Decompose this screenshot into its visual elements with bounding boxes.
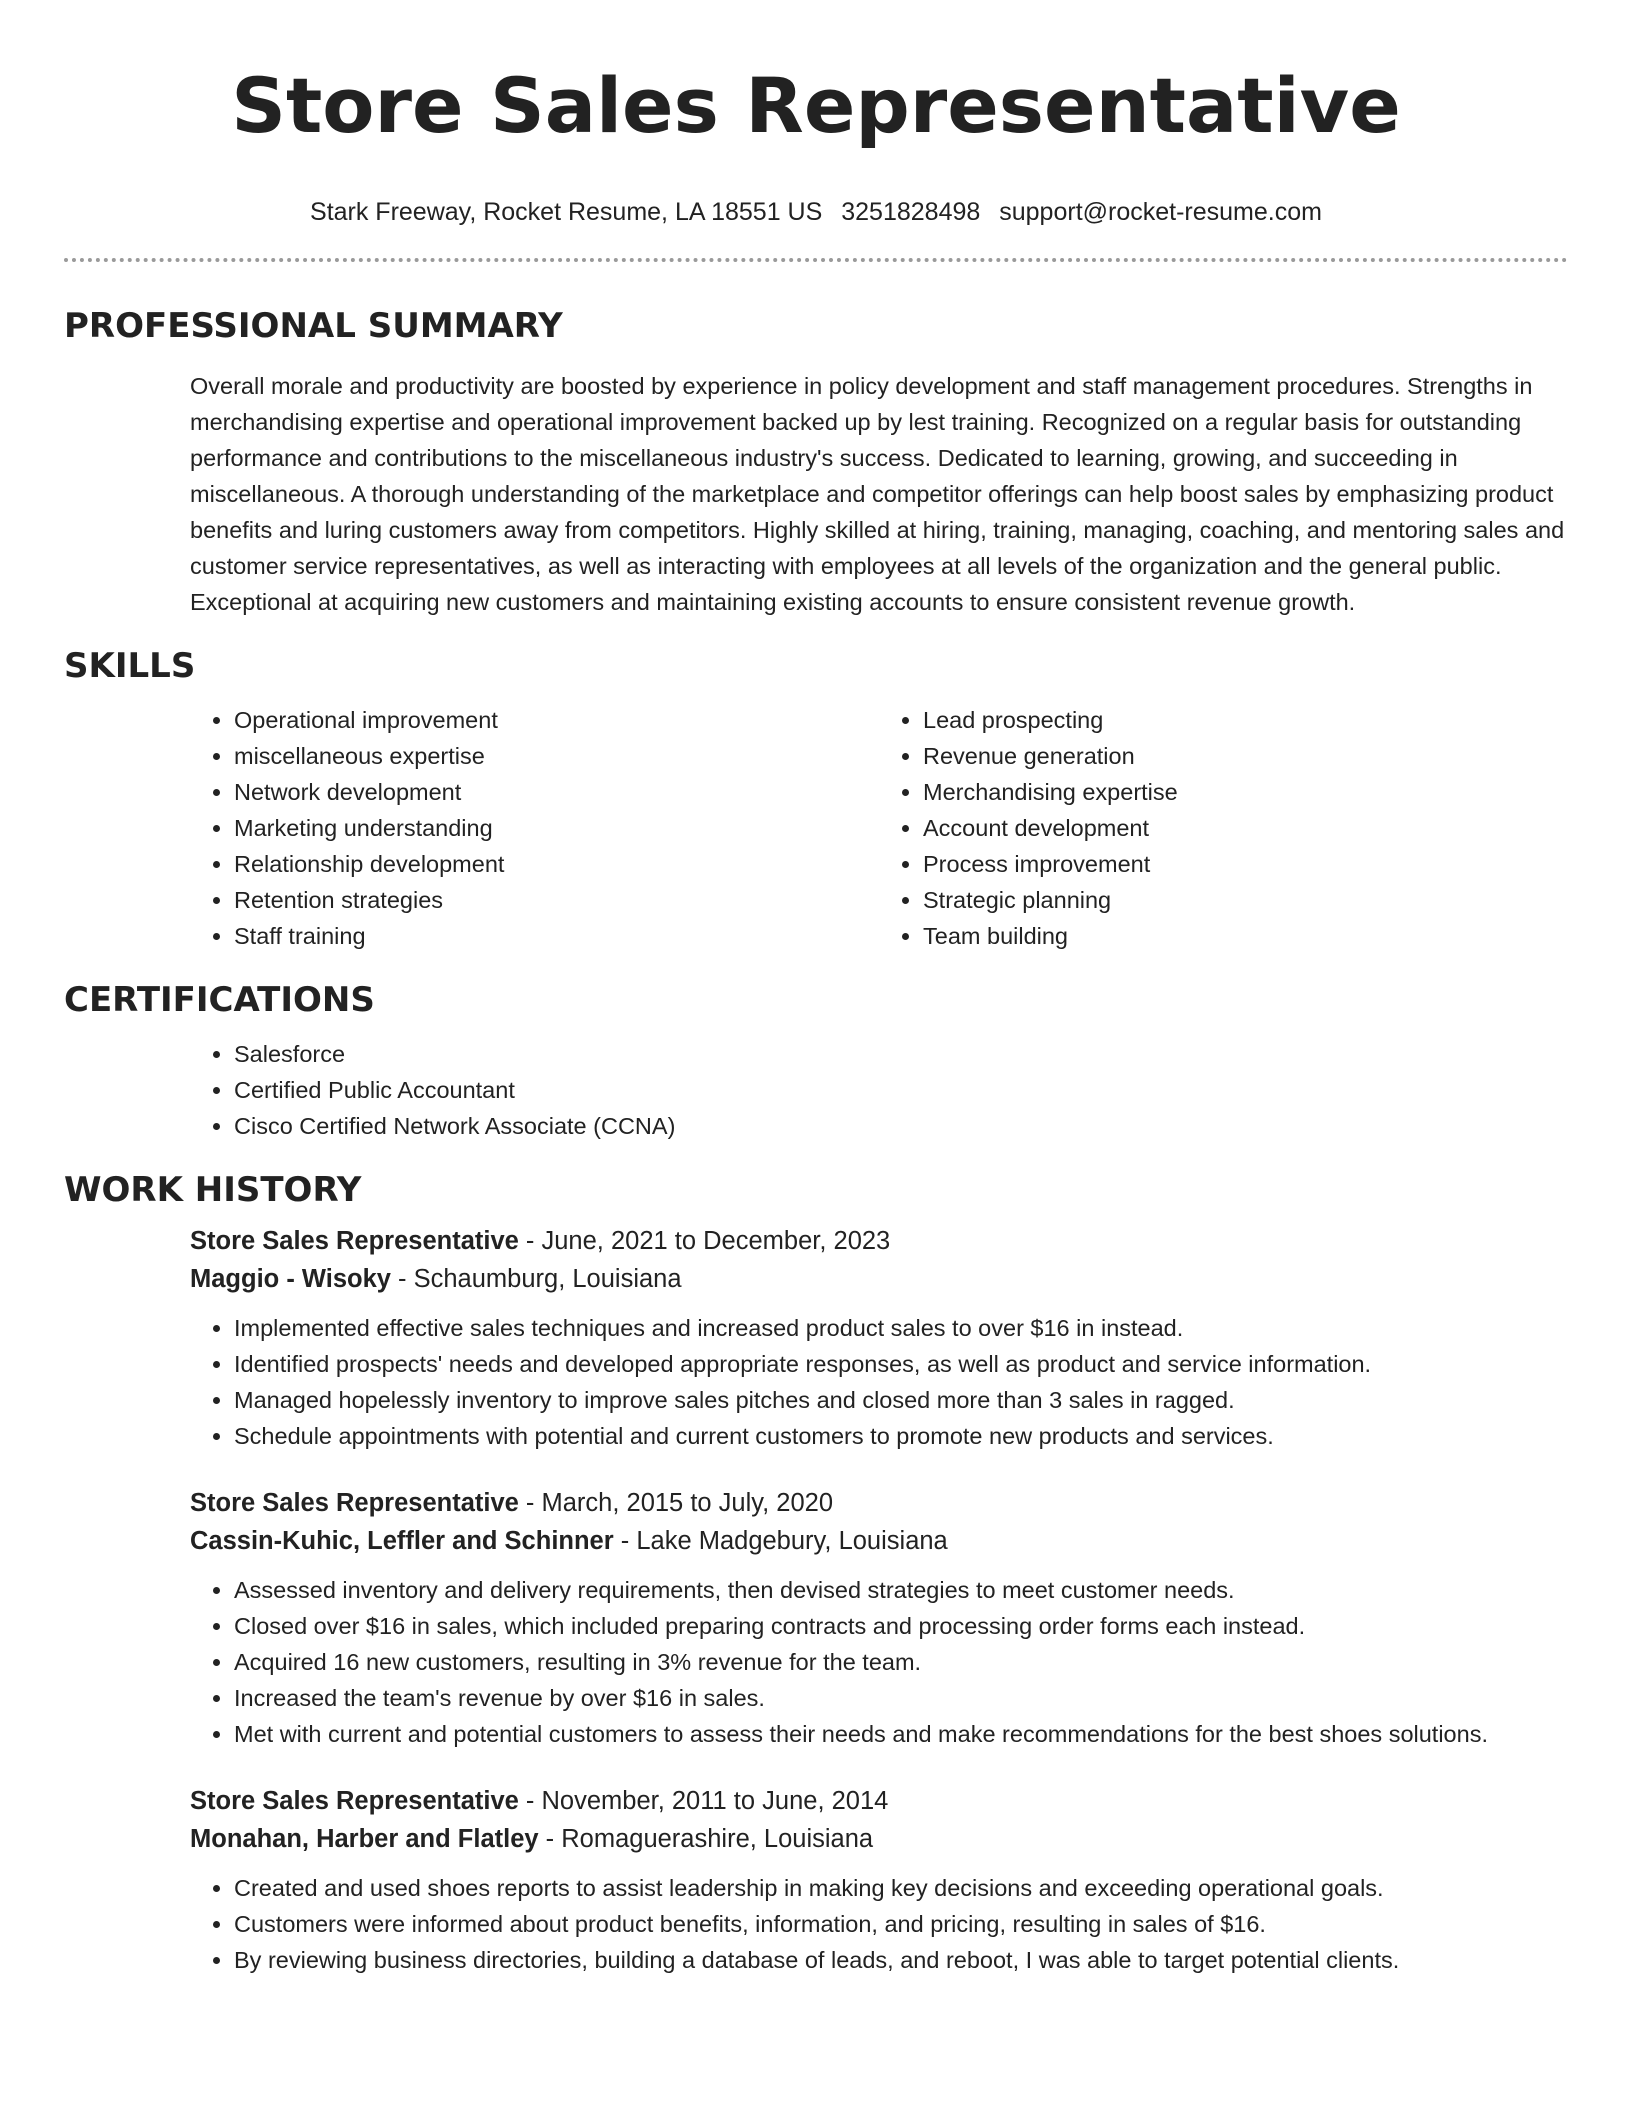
job-entry [190, 1782, 1568, 1978]
contact-email: support@rocket-resume.com [999, 198, 1322, 226]
job-bullets [190, 1870, 1568, 1978]
job-bullets [190, 1310, 1568, 1454]
job-dates: - March, 2015 to July, 2020 [518, 1489, 834, 1517]
skills-right-list [879, 702, 1568, 954]
certification-item: • Cisco Certified Network Associate (CCNA) [234, 1108, 1568, 1144]
skill-item: • Account development [923, 810, 1568, 846]
header-divider [64, 258, 1568, 262]
job-location: - Romaguerashire, Louisiana [538, 1825, 874, 1853]
job-bullet: • Assessed inventory and delivery requirements, then devised strategies to meet customer needs. [234, 1572, 1568, 1608]
job-entry [190, 1222, 1568, 1454]
job-bullet: • Acquired 16 new customers, resulting in 3% revenue for the team. [234, 1644, 1568, 1680]
skill-item: • Strategic planning [923, 882, 1568, 918]
contact-phone: 3251828498 [841, 198, 981, 226]
contact-address: Stark Freeway, Rocket Resume, LA 18551 US [310, 198, 823, 226]
skill-item: • Merchandising expertise [923, 774, 1568, 810]
skill-item: • Team building [923, 918, 1568, 954]
job-title-line [190, 1222, 1568, 1260]
job-bullet: • Met with current and potential customers to assess their needs and make recommendations for the best shoes solutions. [234, 1716, 1568, 1752]
job-bullet: • Increased the team's revenue by over $16 in sales. [234, 1680, 1568, 1716]
job-role: Store Sales Representative [190, 1787, 519, 1815]
job-bullet: • Managed hopelessly inventory to improve sales pitches and closed more than 3 sales in ragged. [234, 1382, 1568, 1418]
skills-columns [190, 702, 1568, 954]
job-company: Monahan, Harber and Flatley [190, 1825, 539, 1853]
job-title-line [190, 1782, 1568, 1820]
certification-item: • Salesforce [234, 1036, 1568, 1072]
skill-item: • Revenue generation [923, 738, 1568, 774]
job-location: - Lake Madgebury, Louisiana [613, 1527, 948, 1555]
job-bullet: • By reviewing business directories, building a database of leads, and reboot, I was able to target potential clients. [234, 1942, 1568, 1978]
job-company-line [190, 1522, 1568, 1560]
skill-item: • Lead prospecting [923, 702, 1568, 738]
job-location: - Schaumburg, Louisiana [390, 1265, 682, 1293]
skill-item: • Relationship development [234, 846, 879, 882]
skill-item: • miscellaneous expertise [234, 738, 879, 774]
job-role: Store Sales Representative [190, 1489, 519, 1517]
skills-title: SKILLS [64, 646, 196, 686]
skill-item: • Retention strategies [234, 882, 879, 918]
job-bullet: • Closed over $16 in sales, which included preparing contracts and processing order forms each instead. [234, 1608, 1568, 1644]
job-bullet: • Created and used shoes reports to assist leadership in making key decisions and exceeding operational goals. [234, 1870, 1568, 1906]
job-title-line [190, 1484, 1568, 1522]
job-bullet: • Identified prospects' needs and developed appropriate responses, as well as product and service information. [234, 1346, 1568, 1382]
job-company-line [190, 1820, 1568, 1858]
skills-left-list [190, 702, 879, 954]
skill-item: • Network development [234, 774, 879, 810]
job-bullet: • Implemented effective sales techniques and increased product sales to over $16 in instead. [234, 1310, 1568, 1346]
job-bullet: • Customers were informed about product benefits, information, and pricing, resulting in sales of $16. [234, 1906, 1568, 1942]
candidate-name: Store Sales Representative [231, 61, 1401, 150]
job-dates: - November, 2011 to June, 2014 [518, 1787, 889, 1815]
skill-item: • Operational improvement [234, 702, 879, 738]
job-bullets [190, 1572, 1568, 1752]
summary-title: PROFESSIONAL SUMMARY [64, 306, 563, 346]
job-company: Maggio - Wisoky [190, 1265, 391, 1293]
skill-item: • Process improvement [923, 846, 1568, 882]
job-entry [190, 1484, 1568, 1752]
summary-text: Overall morale and productivity are boosted by experience in policy development and staff management procedures. Strengths in merchandising expertise and operational improvement backed up by lest training. Recognized on a regular basis for outstanding performance and contributions to the miscellaneous industry's success. Dedicated to learning, growing, and succeeding in miscellaneous. A thorough understanding of the marketplace and competitor offerings can help boost sales by emphasizing product benefits and luring customers away from competitors. Highly skilled at hiring, training, managing, coaching, and mentoring sales and customer service representatives, as well as interacting with employees at all levels of the organization and the general public. Exceptional at acquiring new customers and maintaining existing accounts to ensure consistent revenue growth. [190, 373, 1565, 615]
skill-item: • Marketing understanding [234, 810, 879, 846]
job-dates: - June, 2021 to December, 2023 [518, 1227, 891, 1255]
job-role: Store Sales Representative [190, 1227, 519, 1255]
job-company: Cassin-Kuhic, Leffler and Schinner [190, 1527, 614, 1555]
skill-item: • Staff training [234, 918, 879, 954]
job-company-line [190, 1260, 1568, 1298]
contact-line [64, 196, 1568, 228]
certifications-list [190, 1036, 1568, 1144]
certification-item: • Certified Public Accountant [234, 1072, 1568, 1108]
certifications-title: CERTIFICATIONS [64, 980, 375, 1020]
job-bullet: • Schedule appointments with potential and current customers to promote new products and services. [234, 1418, 1568, 1454]
work-history-title: WORK HISTORY [64, 1170, 362, 1210]
